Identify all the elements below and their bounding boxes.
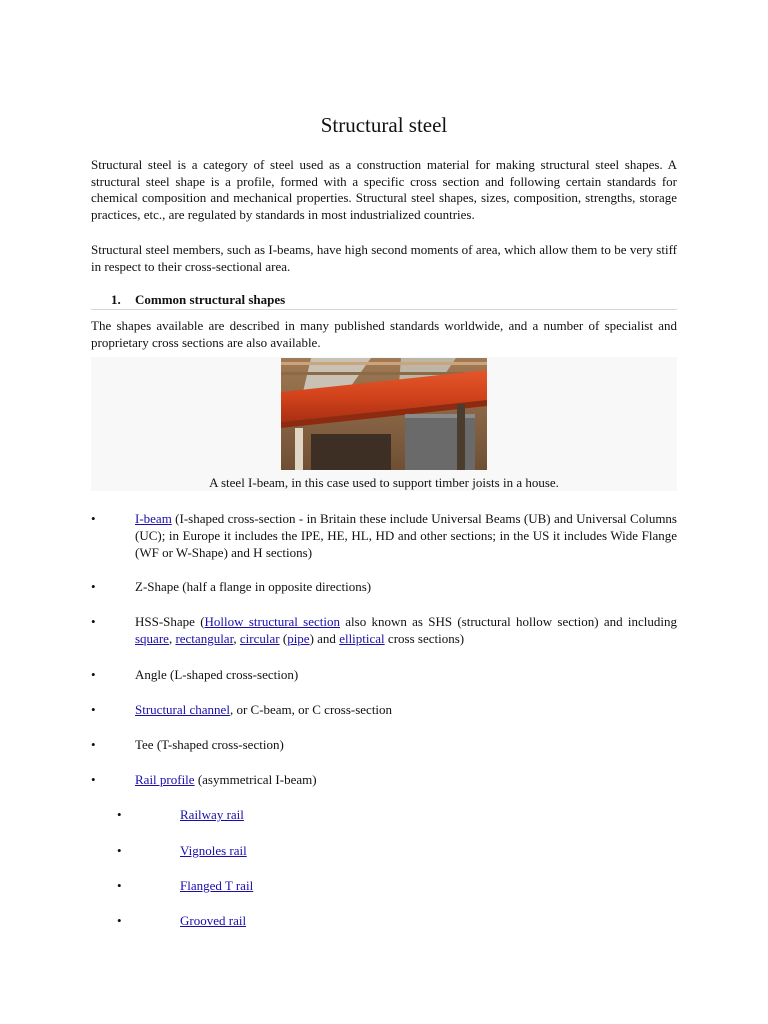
list-item-text: Angle (L-shaped cross-section) — [135, 667, 299, 682]
list-item-text: Rail profile (asymmetrical I-beam) — [135, 772, 317, 787]
square-link[interactable]: square — [135, 631, 169, 646]
list-item-text: HSS-Shape (Hollow structural section also known as SHS (structural hollow section) and including square, rectangular, circular (pipe) and elliptical cross sections) — [135, 614, 677, 646]
pipe-link[interactable]: pipe — [287, 631, 310, 646]
bullet-marker: • — [91, 702, 96, 717]
bullet-marker: • — [117, 878, 122, 893]
list-item-text — [180, 877, 677, 894]
structural-channel-link[interactable]: Structural channel — [135, 702, 230, 717]
flanged-t-rail-link[interactable]: Flanged T rail — [180, 878, 254, 893]
bullet-marker: • — [91, 511, 96, 526]
bullet-marker: • — [91, 737, 96, 752]
rectangular-link[interactable]: rectangular — [175, 631, 234, 646]
second-paragraph: Structural steel members, such as I-beams, have high second moments of area, which allow them to be very stiff in respect to their cross-sectional area. — [91, 242, 677, 274]
intro-paragraph: Structural steel is a category of steel used as a construction material for making structural steel shapes. A structural steel shape is a profile, formed with a specific cross section and following certain standards for chemical composition and mechanical properties. Structural steel shapes, sizes, composition, strengths, storage practices, etc., are regulated by standards in most industrialized countries. — [91, 157, 677, 222]
circular-link[interactable]: circular — [239, 631, 280, 646]
hollow-structural-section-link[interactable]: Hollow structural section — [204, 614, 340, 629]
bullet-marker: • — [91, 579, 96, 594]
bullet-marker: • — [91, 667, 96, 682]
list-item-text: Z-Shape (half a flange in opposite directions) — [135, 579, 372, 594]
list-item-text: I-beam (I-shaped cross-section - in Britain these include Universal Beams (UB) and Universal Columns (UC); in Europe it includes the IPE, HE, HL, HD and other sections; in the US it includes Wide Flange (WF or W-Shape) and H sections) — [135, 511, 677, 560]
elliptical-link[interactable]: elliptical — [339, 631, 385, 646]
vignoles-rail-link[interactable]: Vignoles rail — [180, 843, 247, 858]
ibeam-photo-drawing — [281, 358, 487, 470]
grooved-rail-link[interactable]: Grooved rail — [180, 913, 247, 928]
shapes-paragraph: The shapes available are described in many published standards worldwide, and a number of specialist and proprietary cross sections are also available. — [91, 318, 677, 350]
page-title: Structural steel — [320, 113, 448, 137]
section-title: Common structural shapes — [135, 292, 286, 307]
bullet-marker: • — [117, 807, 122, 822]
railway-rail-link[interactable]: Railway rail — [180, 807, 244, 822]
bullet-marker: • — [91, 614, 96, 629]
list-item-text — [180, 842, 677, 859]
bullet-marker: • — [117, 913, 122, 928]
bullet-marker: • — [117, 843, 122, 858]
figure-caption: A steel I-beam, in this case used to support timber joists in a house. — [209, 475, 559, 490]
ibeam-link[interactable]: I-beam — [135, 511, 172, 526]
list-item-text: Structural channel, or C-beam, or C cross-section — [135, 702, 393, 717]
figure — [91, 357, 677, 491]
list-item-text — [180, 912, 677, 929]
list-item-text — [180, 806, 677, 823]
list-item-text: Tee (T-shaped cross-section) — [135, 737, 284, 752]
bullet-marker: • — [91, 772, 96, 787]
section-heading — [91, 292, 677, 310]
steel-ibeam-photo — [281, 358, 487, 470]
section-number: 1. — [111, 292, 121, 307]
rail-profile-link[interactable]: Rail profile — [135, 772, 195, 787]
